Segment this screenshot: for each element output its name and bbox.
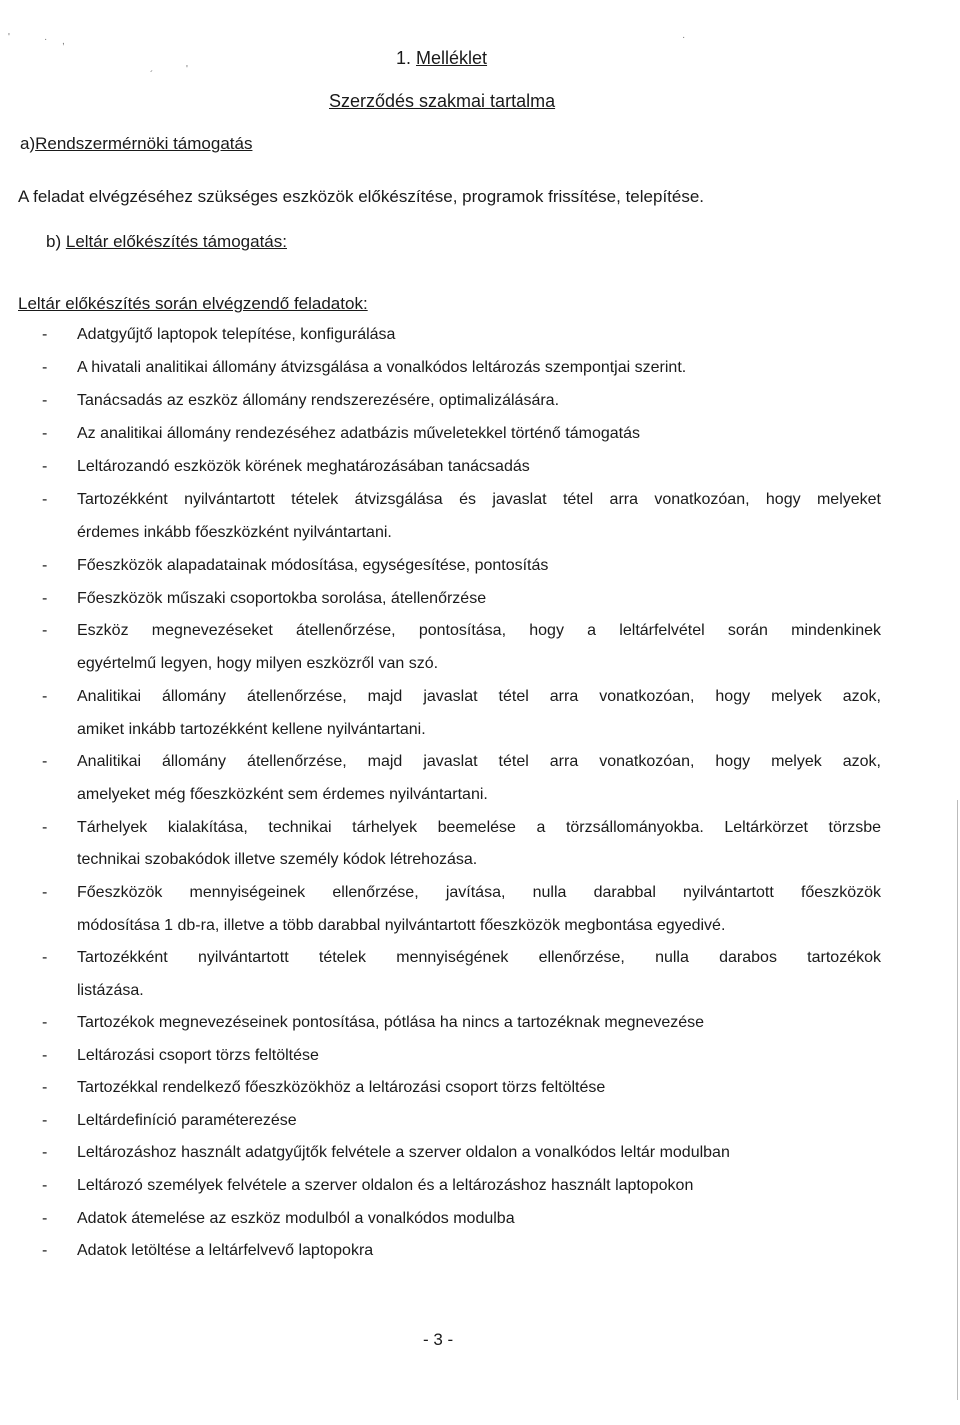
- annex-heading-text: 1. Melléklet: [396, 48, 488, 68]
- list-item: Leltározási csoport törzs feltöltése: [77, 1047, 319, 1064]
- list-bullet: -: [42, 949, 48, 966]
- list-bullet: -: [42, 622, 48, 639]
- section-a-title: Rendszermérnöki támogatás: [35, 134, 253, 153]
- list-bullet: -: [42, 1210, 48, 1227]
- list-item-continuation: egyértelmű legyen, hogy milyen eszközről van szó.: [77, 655, 439, 672]
- list-item: Adatgyűjtő laptopok telepítése, konfigurálása: [77, 326, 396, 343]
- list-item: Tanácsadás az eszköz állomány rendszerezésére, optimalizálására.: [77, 392, 560, 409]
- list-bullet: -: [42, 688, 48, 705]
- section-b-heading: [46, 231, 287, 253]
- list-item: Tárhelyek kialakítása, technikai tárhelyek beemelése a törzsállományokba. Leltárkörzet törzsbe: [77, 819, 881, 836]
- scan-edge-line: [957, 800, 958, 1400]
- scan-speck: ,: [62, 36, 65, 47]
- list-item: Analitikai állomány átellenőrzése, majd javaslat tétel arra vonatkozóan, hogy melyek azok,: [77, 688, 881, 705]
- section-a-prefix: a): [20, 134, 36, 153]
- list-item-continuation: amiket inkább tartozékként kellene nyilvántartani.: [77, 721, 426, 738]
- list-item: Leltározó személyek felvétele a szerver oldalon és a leltározáshoz használt laptopokon: [77, 1177, 694, 1194]
- list-item: Az analitikai állomány rendezéséhez adatbázis műveletekkel történő támogatás: [77, 425, 640, 442]
- list-item: Leltározáshoz használt adatgyűjtők felvétele a szerver oldalon a vonalkódos leltár modulban: [77, 1144, 730, 1161]
- list-item-continuation: listázása.: [77, 982, 144, 999]
- page-number: - 3 -: [423, 1330, 454, 1349]
- list-item: Adatok átemelése az eszköz modulból a vonalkódos modulba: [77, 1210, 515, 1227]
- scan-speck: ': [186, 64, 188, 75]
- list-item-continuation: technikai szobakódok illetve személy kódok létrehozása.: [77, 851, 478, 868]
- list-bullet: -: [42, 359, 48, 376]
- list-bullet: -: [42, 1144, 48, 1161]
- list-bullet: -: [42, 326, 48, 343]
- list-bullet: -: [42, 590, 48, 607]
- list-bullet: -: [42, 1112, 48, 1129]
- list-item: Főeszközök alapadatainak módosítása, egységesítése, pontosítás: [77, 557, 549, 574]
- section-a-text: A feladat elvégzéséhez szükséges eszközök előkészítése, programok frissítése, telepítése.: [18, 187, 705, 206]
- list-item-continuation: amelyeket még főeszközként sem érdemes nyilvántartani.: [77, 786, 488, 803]
- scan-speck: ·: [682, 32, 686, 43]
- section-b-prefix: b): [46, 232, 62, 251]
- list-bullet: -: [42, 819, 48, 836]
- list-bullet: -: [42, 1242, 48, 1259]
- section-a-heading: [20, 133, 252, 155]
- scan-speck: ': [8, 32, 10, 43]
- list-item-continuation: módosítása 1 db-ra, illetve a több darabbal nyilvántartott főeszközök megbontása egyedivé.: [77, 917, 726, 934]
- list-item: Tartozékok megnevezéseinek pontosítása, pótlása ha nincs a tartozéknak megnevezése: [77, 1014, 705, 1031]
- list-item: Tartozékkal rendelkező főeszközökhöz a leltározási csoport törzs feltöltése: [77, 1079, 606, 1096]
- list-item: Eszköz megnevezéseket átellenőrzése, pontosítása, hogy a leltárfelvétel során mindenkinek: [77, 622, 881, 639]
- annex-heading: [396, 46, 487, 70]
- list-bullet: -: [42, 557, 48, 574]
- list-bullet: -: [42, 425, 48, 442]
- list-bullet: -: [42, 491, 48, 508]
- list-item: Leltárdefiníció paraméterezése: [77, 1112, 297, 1129]
- list-item: Leltározandó eszközök körének meghatározásában tanácsadás: [77, 458, 530, 475]
- tasks-title: Leltár előkészítés során elvégzendő feladatok:: [18, 294, 368, 313]
- scan-speck: ·: [44, 34, 48, 45]
- list-bullet: -: [42, 1177, 48, 1194]
- list-item: Tartozékként nyilvántartott tételek átvizsgálása és javaslat tétel arra vonatkozóan, hogy melyeket: [77, 491, 881, 508]
- list-item: Adatok letöltése a leltárfelvevő laptopokra: [77, 1242, 374, 1259]
- list-item: Tartozékként nyilvántartott tételek mennyiségének ellenőrzése, nulla darabos tartozékok: [77, 949, 881, 966]
- list-bullet: -: [42, 884, 48, 901]
- list-bullet: -: [42, 1014, 48, 1031]
- list-item-continuation: érdemes inkább főeszközként nyilvántartani.: [77, 524, 392, 541]
- list-item: A hivatali analitikai állomány átvizsgálása a vonalkódos leltározás szempontjai szerint.: [77, 359, 687, 376]
- list-bullet: -: [42, 753, 48, 770]
- list-bullet: -: [42, 392, 48, 409]
- list-item: Főeszközök mennyiségeinek ellenőrzése, javítása, nulla darabbal nyilvántartott főeszközök: [77, 884, 881, 901]
- list-bullet: -: [42, 1079, 48, 1096]
- contract-subtitle: Szerződés szakmai tartalma: [329, 91, 556, 111]
- list-bullet: -: [42, 1047, 48, 1064]
- list-bullet: -: [42, 458, 48, 475]
- list-item: Analitikai állomány átellenőrzése, majd javaslat tétel arra vonatkozóan, hogy melyek azok,: [77, 753, 881, 770]
- list-item: Főeszközök műszaki csoportokba sorolása, átellenőrzése: [77, 590, 487, 607]
- section-b-title: Leltár előkészítés támogatás:: [65, 232, 287, 251]
- scan-speck: ´: [150, 70, 154, 81]
